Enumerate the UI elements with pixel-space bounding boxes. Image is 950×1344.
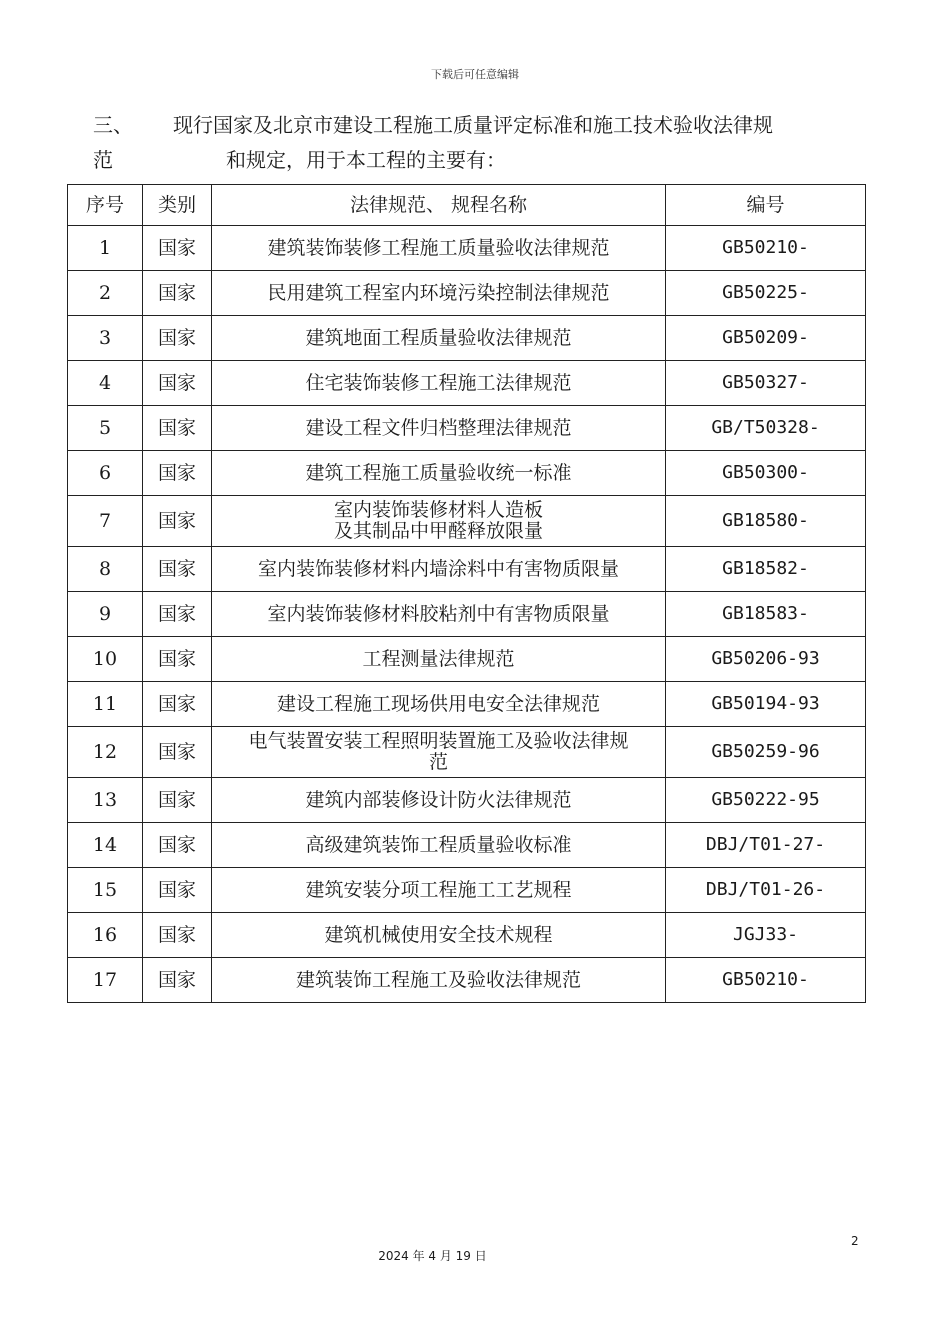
cell-code: GB18580- <box>666 496 866 547</box>
section-title-line2-b: 和规定，用于本工程的主要有： <box>226 148 506 172</box>
header-category: 类别 <box>143 185 212 226</box>
cell-no: 13 <box>68 778 143 823</box>
cell-no: 3 <box>68 316 143 361</box>
cell-code: GB50210- <box>666 226 866 271</box>
table-row <box>68 958 866 1003</box>
cell-no: 17 <box>68 958 143 1003</box>
header-note: 下载后可任意编辑 <box>431 68 519 81</box>
cell-name: 住宅装饰装修工程施工法律规范 <box>212 361 666 406</box>
cell-name: 建筑装饰装修工程施工质量验收法律规范 <box>212 226 666 271</box>
cell-code: GB50209- <box>666 316 866 361</box>
cell-category: 国家 <box>143 682 212 727</box>
cell-no: 2 <box>68 271 143 316</box>
cell-no: 12 <box>68 727 143 778</box>
section-title-line2-a: 范 <box>93 148 113 172</box>
cell-no: 1 <box>68 226 143 271</box>
cell-code: GB50225- <box>666 271 866 316</box>
table-row <box>68 406 866 451</box>
cell-category: 国家 <box>143 868 212 913</box>
table-row <box>68 271 866 316</box>
cell-name: 建筑机械使用安全技术规程 <box>212 913 666 958</box>
cell-no: 7 <box>68 496 143 547</box>
cell-no: 5 <box>68 406 143 451</box>
cell-no: 9 <box>68 592 143 637</box>
cell-name: 建筑工程施工质量验收统一标准 <box>212 451 666 496</box>
table-row <box>68 637 866 682</box>
cell-category: 国家 <box>143 547 212 592</box>
cell-no: 11 <box>68 682 143 727</box>
cell-category: 国家 <box>143 592 212 637</box>
section-heading <box>93 108 873 178</box>
page-number: 2 <box>851 1234 859 1248</box>
cell-category: 国家 <box>143 958 212 1003</box>
cell-no: 6 <box>68 451 143 496</box>
cell-category: 国家 <box>143 727 212 778</box>
table-row <box>68 823 866 868</box>
cell-no: 16 <box>68 913 143 958</box>
cell-category: 国家 <box>143 823 212 868</box>
cell-code: DBJ/T01-27- <box>666 823 866 868</box>
standards-table <box>67 184 866 1003</box>
header-no: 序号 <box>68 185 143 226</box>
cell-code: GB18583- <box>666 592 866 637</box>
cell-category: 国家 <box>143 496 212 547</box>
header-name: 法律规范、 规程名称 <box>212 185 666 226</box>
cell-category: 国家 <box>143 361 212 406</box>
cell-name: 建设工程文件归档整理法律规范 <box>212 406 666 451</box>
cell-category: 国家 <box>143 226 212 271</box>
cell-code: GB50327- <box>666 361 866 406</box>
cell-code: GB50222-95 <box>666 778 866 823</box>
section-title-line1: 现行国家及北京市建设工程施工质量评定标准和施工技术验收法律规 <box>173 113 773 137</box>
cell-name: 建筑内部装修设计防火法律规范 <box>212 778 666 823</box>
cell-code: JGJ33- <box>666 913 866 958</box>
table-row <box>68 547 866 592</box>
cell-no: 4 <box>68 361 143 406</box>
table-row <box>68 592 866 637</box>
cell-code: GB50210- <box>666 958 866 1003</box>
cell-no: 8 <box>68 547 143 592</box>
cell-code: DBJ/T01-26- <box>666 868 866 913</box>
table-row <box>68 226 866 271</box>
cell-name: 室内装饰装修材料胶粘剂中有害物质限量 <box>212 592 666 637</box>
cell-code: GB/T50328- <box>666 406 866 451</box>
cell-category: 国家 <box>143 451 212 496</box>
cell-no: 15 <box>68 868 143 913</box>
cell-name: 建筑装饰工程施工及验收法律规范 <box>212 958 666 1003</box>
cell-no: 14 <box>68 823 143 868</box>
cell-category: 国家 <box>143 913 212 958</box>
cell-code: GB18582- <box>666 547 866 592</box>
table-row <box>68 361 866 406</box>
cell-name: 工程测量法律规范 <box>212 637 666 682</box>
table-header-row <box>68 185 866 226</box>
cell-category: 国家 <box>143 316 212 361</box>
cell-name: 室内装饰装修材料内墙涂料中有害物质限量 <box>212 547 666 592</box>
cell-category: 国家 <box>143 778 212 823</box>
cell-name: 建筑安装分项工程施工工艺规程 <box>212 868 666 913</box>
footer-date: 2024 年 4 月 19 日 <box>378 1249 487 1263</box>
cell-category: 国家 <box>143 406 212 451</box>
cell-name: 室内装饰装修材料人造板 及其制品中甲醛释放限量 <box>212 496 666 547</box>
header-code: 编号 <box>666 185 866 226</box>
table-row <box>68 778 866 823</box>
cell-code: GB50194-93 <box>666 682 866 727</box>
table-row <box>68 316 866 361</box>
table-row <box>68 868 866 913</box>
cell-category: 国家 <box>143 637 212 682</box>
table-row <box>68 451 866 496</box>
cell-name: 建筑地面工程质量验收法律规范 <box>212 316 666 361</box>
table-row <box>68 913 866 958</box>
cell-category: 国家 <box>143 271 212 316</box>
table-row <box>68 682 866 727</box>
cell-code: GB50300- <box>666 451 866 496</box>
cell-no: 10 <box>68 637 143 682</box>
cell-code: GB50259-96 <box>666 727 866 778</box>
cell-name: 高级建筑装饰工程质量验收标准 <box>212 823 666 868</box>
section-number: 三、 <box>93 113 133 137</box>
cell-name: 民用建筑工程室内环境污染控制法律规范 <box>212 271 666 316</box>
table-row <box>68 727 866 778</box>
cell-name: 建设工程施工现场供用电安全法律规范 <box>212 682 666 727</box>
table-row <box>68 496 866 547</box>
cell-name: 电气装置安装工程照明装置施工及验收法律规 范 <box>212 727 666 778</box>
cell-code: GB50206-93 <box>666 637 866 682</box>
